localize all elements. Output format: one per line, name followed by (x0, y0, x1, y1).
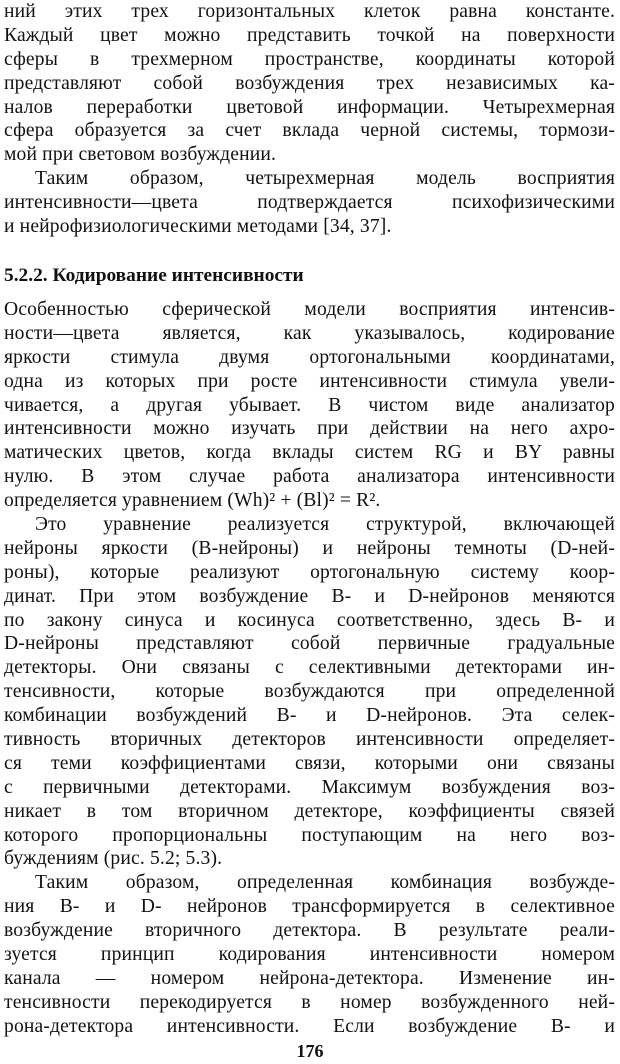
text-line: канала — номером нейрона-детектора. Изменение ин- (4, 967, 615, 989)
intro-text-block (4, 0, 615, 239)
text-line: зуется принцип кодирования интенсивности номером (4, 944, 615, 966)
text-line: и нейрофизиологическими методами [34, 37]. (4, 216, 392, 238)
text-line: нейроны яркости (В-нейроны) и нейроны темноты (D-ней- (4, 537, 615, 559)
text-line: интенсивности можно изучать при действии на него ахро- (4, 418, 615, 440)
text-line: ний этих трех горизонтальных клеток равна константе. (4, 1, 615, 22)
text-line: ния В- и D- нейронов трансформируется в селективное (4, 896, 615, 918)
text-line: буждениям (рис. 5.2; 5.3). (4, 848, 223, 870)
text-line: комбинации возбуждений В- и D-нейронов. Эта селек- (4, 705, 615, 727)
text-line: ности—цвета является, как указывалось, кодирование (4, 322, 615, 344)
body-text-block (4, 298, 615, 1039)
text-line: чивается, а другая убывает. В чистом виде анализатор (4, 394, 615, 416)
text-line: Каждый цвет можно представить точкой на поверхности (4, 24, 615, 46)
text-line: яркости стимула двумя ортогональными координатами, (4, 346, 615, 368)
text-line: ся теми коэффициентами связи, которыми они связаны (4, 752, 615, 774)
text-line: тивность вторичных детекторов интенсивности определяет- (4, 729, 615, 751)
text-line: налов переработки цветовой информации. Четырехмерная (4, 96, 615, 118)
text-line: Это уравнение реализуется структурой, включающей (35, 514, 615, 536)
text-line: роны), которые реализуют ортогональную систему коор- (4, 561, 615, 583)
text-line: интенсивности—цвета подтверждается психофизическими (4, 192, 615, 214)
text-line: тенсивности, которые возбуждаются при определенной (4, 681, 615, 703)
text-line: возбуждение вторичного детектора. В результате реали- (4, 920, 615, 942)
text-line: мой при световом возбуждении. (4, 144, 277, 166)
text-line: никает в том вторичном детекторе, коэффициенты связей (4, 800, 615, 822)
section-heading: 5.2.2. Кодирование интенсивности (4, 265, 304, 286)
text-line: одна из которых при росте интенсивности стимула увели- (4, 370, 615, 392)
text-line: представляют собой возбуждения трех независимых ка- (4, 72, 615, 94)
text-line: тенсивности перекодируется в номер возбужденного ней- (4, 991, 615, 1013)
text-line: D-нейроны представляют собой первичные градуальные (4, 633, 615, 655)
text-line: матических цветов, когда вклады систем RG и BY равны (4, 442, 615, 464)
text-line: с первичными детекторами. Максимум возбуждения воз- (4, 776, 615, 798)
text-line: сферы в трехмерном пространстве, координаты которой (4, 48, 615, 70)
text-line: которого пропорциональны поступающим на него воз- (4, 824, 615, 846)
page-number: 176 (296, 1041, 324, 1061)
text-line: нулю. В этом случае работа анализатора интенсивности (4, 466, 615, 488)
text-line: Таким образом, четырехмерная модель восприятия (35, 168, 615, 190)
text-line: сфера образуется за счет вклада черной системы, тормози- (4, 120, 615, 142)
text-line: определяется уравнением (Wh)² + (Bl)² = R². (4, 490, 381, 512)
text-line: детекторы. Они связаны с селективными детекторами ин- (4, 657, 615, 679)
text-line: Таким образом, определенная комбинация возбужде- (35, 872, 615, 894)
text-line: динат. При этом возбуждение В- и D-нейронов меняются (4, 585, 615, 607)
text-line: рона-детектора интенсивности. Если возбуждение В- и (4, 1015, 615, 1037)
text-line: по закону синуса и косинуса соответственно, здесь В- и (4, 609, 615, 631)
text-line: Особенностью сферической модели восприятия интенсив- (4, 299, 615, 320)
